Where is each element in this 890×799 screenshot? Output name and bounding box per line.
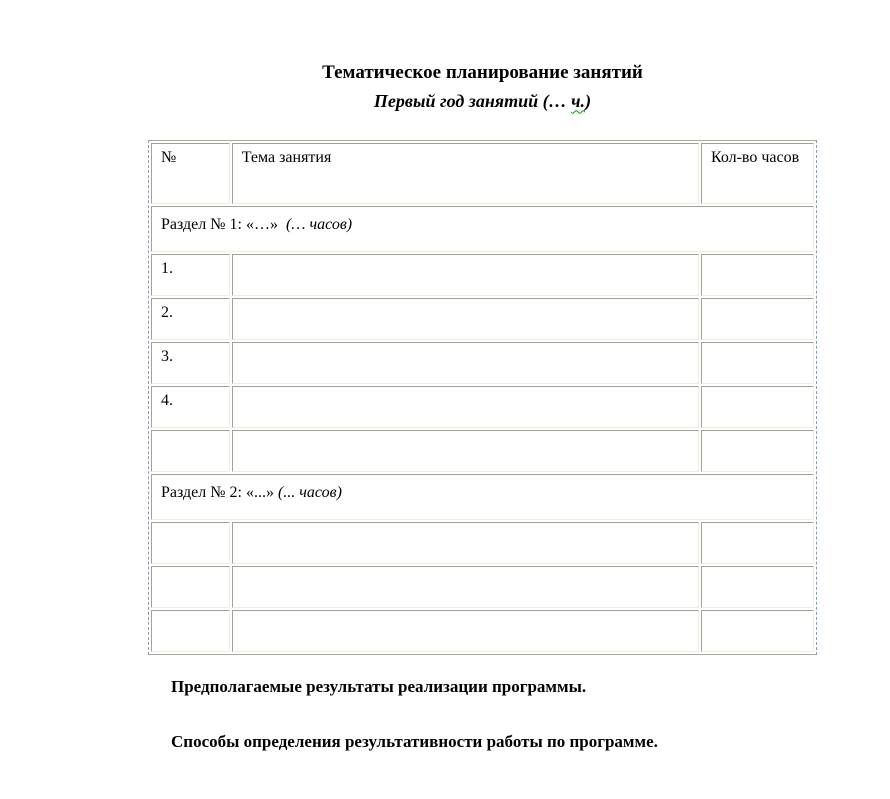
section-2-hours-note: (... часов) <box>277 484 342 501</box>
topic-cell <box>232 610 699 652</box>
page-title: Тематическое планирование занятий <box>322 62 643 83</box>
table-row <box>151 430 814 472</box>
row-number-cell: 1. <box>151 254 230 296</box>
hours-cell <box>701 566 814 608</box>
subtitle-text: Первый год занятий (… <box>373 90 572 111</box>
table-row <box>151 610 814 652</box>
topic-cell <box>232 298 699 340</box>
table-row <box>151 522 814 564</box>
thematic-planning-table <box>148 140 817 655</box>
hours-cell <box>701 254 814 296</box>
row-number-cell <box>151 610 230 652</box>
row-number-cell: 2. <box>151 298 230 340</box>
table-row <box>151 254 814 296</box>
expected-results-heading: Предполагаемые результаты реализации программы. <box>171 677 587 696</box>
footer-paragraphs <box>171 676 831 753</box>
row-number-cell <box>151 566 230 608</box>
topic-cell <box>232 430 699 472</box>
effectiveness-methods-heading: Способы определения результативности работы по программе. <box>171 732 658 752</box>
table-header-row <box>151 143 814 204</box>
section-1-title <box>151 206 814 252</box>
hours-cell <box>701 430 814 472</box>
col-header-topic: Тема занятия <box>232 143 699 204</box>
section-1-hours-note: (… часов) <box>281 216 353 233</box>
section-1-row <box>151 206 814 252</box>
table-row <box>151 386 814 428</box>
table-row <box>151 342 814 384</box>
section-2-label: Раздел № 2: «...» <box>161 484 278 501</box>
hours-cell <box>701 298 814 340</box>
hours-cell <box>701 610 814 652</box>
hours-cell <box>701 386 814 428</box>
row-number-cell: 3. <box>151 342 230 384</box>
hours-cell <box>701 342 814 384</box>
topic-cell <box>232 522 699 564</box>
topic-cell <box>232 386 699 428</box>
topic-cell <box>232 342 699 384</box>
section-1-label: Раздел № 1: «…» <box>161 216 282 233</box>
row-number-cell <box>151 430 230 472</box>
hours-cell <box>701 522 814 564</box>
table-row <box>151 566 814 608</box>
row-number-cell: 4. <box>151 386 230 428</box>
subtitle-closing: ) <box>585 90 592 111</box>
topic-cell <box>232 566 699 608</box>
page-subtitle <box>148 89 817 113</box>
col-header-hours: Кол-во часов <box>701 143 814 204</box>
spellcheck-marked-word: ч. <box>571 90 586 111</box>
row-number-cell <box>151 522 230 564</box>
table-row <box>151 298 814 340</box>
topic-cell <box>232 254 699 296</box>
document-heading <box>148 60 817 113</box>
section-2-title <box>151 474 814 520</box>
section-2-row <box>151 474 814 520</box>
col-header-number: № <box>151 143 230 204</box>
